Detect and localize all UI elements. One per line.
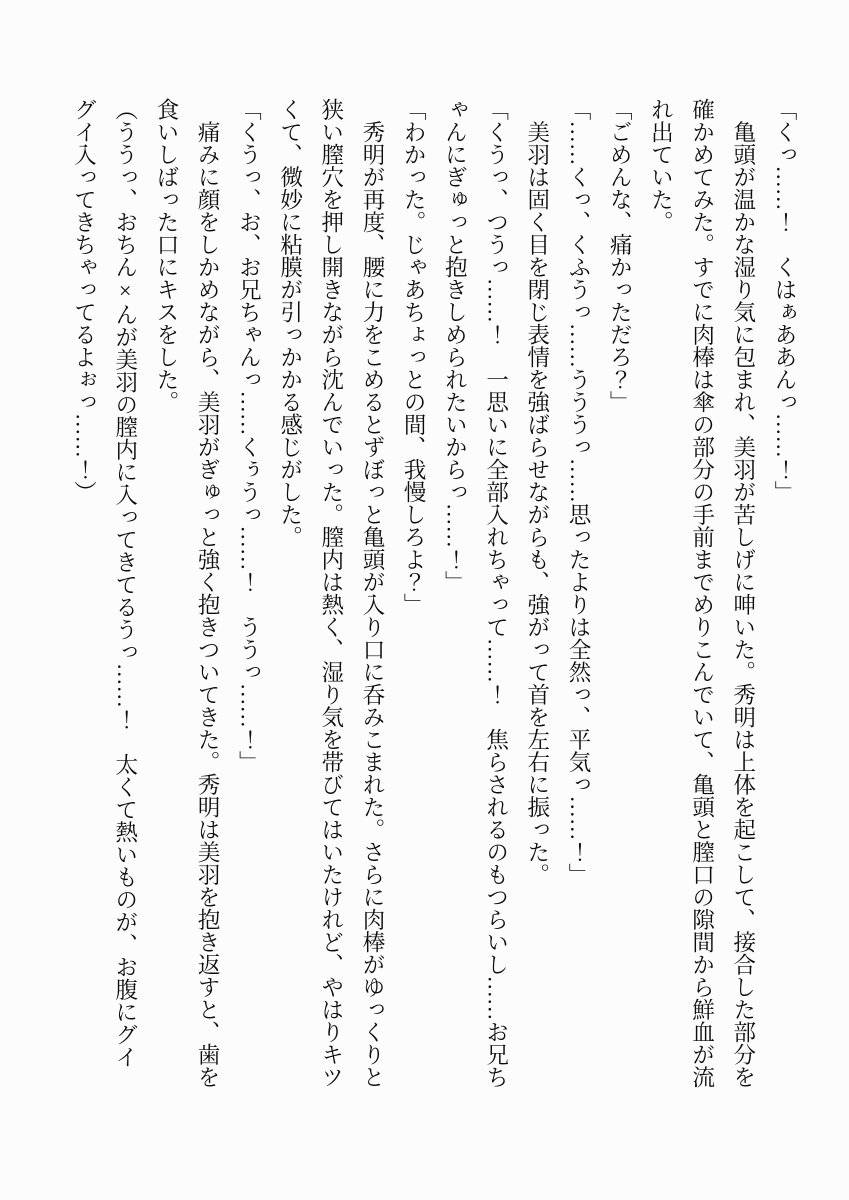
paragraph: （ううっ、おちん×んが美羽の膣内に入ってきてるうっ……！ 太くて熱いものが、お腹にグイグイ入ってきちゃってるよぉっ……！） — [71, 98, 138, 1068]
paragraph: 亀頭が温かな湿り気に包まれ、美羽が苦しげに呻いた。秀明は上体を起こして、接合した部分を確かめてみた。すでに肉棒は傘の部分の手前までめりこんでいて、亀頭と膣口の隙間から鮮血が流れ出ていた。 — [648, 98, 756, 1088]
paragraph: 「わかった。じゃあちょっとの間、我慢しろよ？」 — [401, 98, 427, 616]
paragraph: 「くっ……！ くはぁああんっ……！」 — [772, 98, 797, 503]
paragraph: 痛みに顔をしかめながら、美羽がぎゅっと強く抱きついてきた。秀明は美羽を抱き返すと、歯を食いしばった口にキスをした。 — [153, 98, 221, 1088]
paragraph: 「くうっ、お、お兄ちゃんっ……くぅうっ……！ ううっ……！」 — [236, 98, 262, 773]
paragraph: 「ごめんな、痛かっただろ？」 — [607, 98, 633, 413]
paragraph: 美羽は固く目を閉じ表情を強ばらせながらも、強がって首を左右に振った。 — [524, 98, 550, 886]
vertical-text-block — [63, 98, 805, 1090]
paragraph: 「くうっ、つうっ……！ 一思いに全部入れちゃって……！ 焦らされるのもつらいし……お兄ちゃんにぎゅっと抱きしめられたいからっ……！」 — [442, 98, 509, 1088]
paragraph: 「……くっ、くふうっ……うううっ……思ったよりは全然っ、平気っ……！」 — [565, 98, 591, 886]
paragraph: 秀明が再度、腰に力をこめるとずぼっと亀頭が入り口に呑みこまれた。さらに肉棒がゆっくりと狭い膣穴を押し開きながら沈んでいった。膣内は熱く、湿り気を帯びてはいたけれど、やはりキツくて、微妙に粘膜が引っかかる感じがした。 — [277, 98, 385, 1088]
